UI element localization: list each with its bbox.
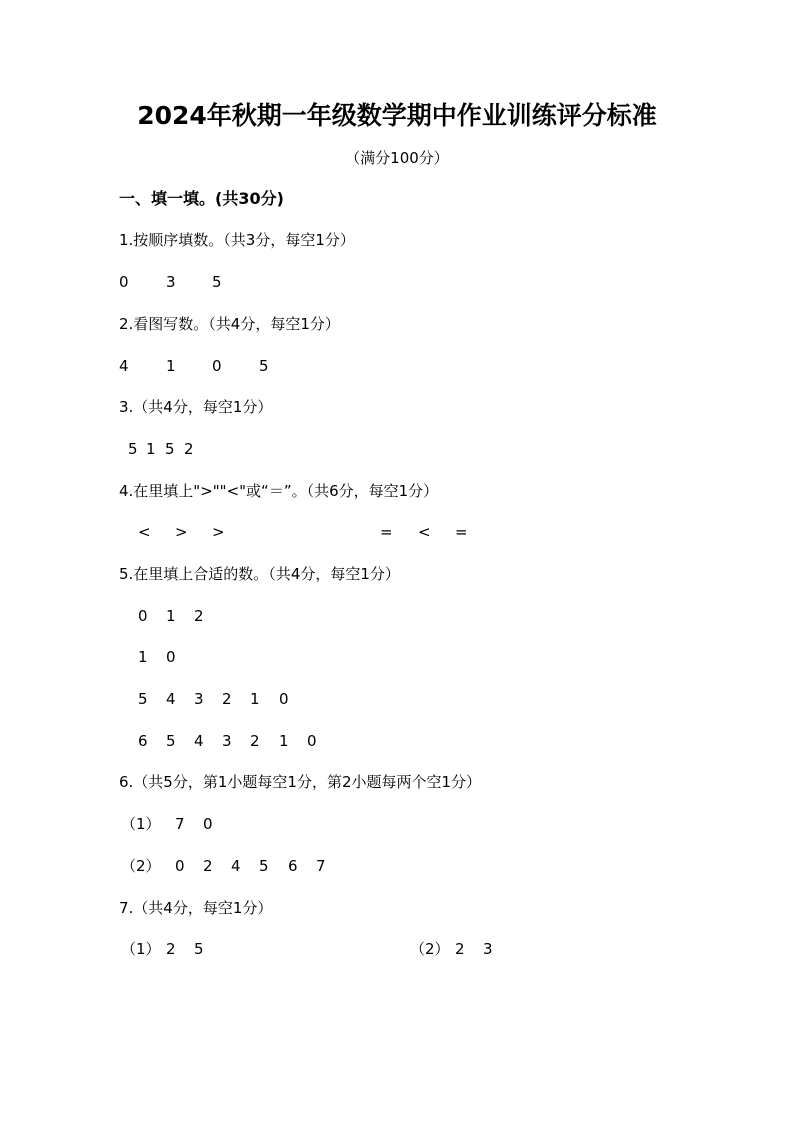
answer-value: 7 [316, 857, 326, 875]
answer-value: < [418, 523, 431, 541]
answer-value: 3 [483, 940, 493, 958]
part-label: （1） [121, 940, 161, 958]
answer-value: 3 [194, 690, 204, 708]
answer-value: 6 [138, 732, 148, 750]
answer-value: 4 [166, 690, 176, 708]
part-label: （2） [121, 857, 161, 875]
answer-value: 2 [194, 607, 204, 625]
answer-value: 0 [279, 690, 289, 708]
page-title: 2024年秋期一年级数学期中作业训练评分标准 [137, 101, 657, 130]
answer-value: 1 [146, 440, 156, 458]
answer-value: 5 [194, 940, 204, 958]
answer-value: 0 [138, 607, 148, 625]
answer-value: 4 [194, 732, 204, 750]
answer-value: 1 [250, 690, 260, 708]
page-subtitle: （满分100分） [345, 149, 449, 167]
answer-value: 2 [222, 690, 232, 708]
answer-value: = [455, 523, 468, 541]
question-5-header: 5.在里填上合适的数。（共4分，每空1分） [119, 565, 400, 583]
answer-value: 0 [203, 815, 213, 833]
answer-value: 5 [259, 857, 269, 875]
answer-value: 5 [259, 357, 269, 375]
answer-value: 0 [212, 357, 222, 375]
answer-value: 4 [119, 357, 129, 375]
question-6-header: 6.（共5分，第1小题每空1分，第2小题每两个空1分） [119, 773, 482, 791]
answer-value: > [212, 523, 225, 541]
answer-value: 2 [203, 857, 213, 875]
answer-value: = [380, 523, 393, 541]
answer-value: 2 [166, 940, 176, 958]
answer-value: 4 [231, 857, 241, 875]
question-7-header: 7.（共4分，每空1分） [119, 899, 273, 917]
answer-value: 3 [222, 732, 232, 750]
answer-value: 2 [455, 940, 465, 958]
question-4-header: 4.在里填上">""<"或“＝”。（共6分，每空1分） [119, 482, 439, 500]
answer-value: 6 [288, 857, 298, 875]
answer-value: 1 [279, 732, 289, 750]
answer-value: 7 [175, 815, 185, 833]
answer-value: > [175, 523, 188, 541]
question-2-header: 2.看图写数。（共4分，每空1分） [119, 315, 340, 333]
part-label: （1） [121, 815, 161, 833]
answer-value: 5 [128, 440, 138, 458]
answer-value: 2 [250, 732, 260, 750]
section-heading-fill-in: 一、填一填。(共30分) [119, 189, 284, 208]
answer-value: < [138, 523, 151, 541]
answer-value: 2 [184, 440, 194, 458]
answer-value: 5 [212, 273, 222, 291]
answer-value: 5 [166, 732, 176, 750]
question-1-header: 1.按顺序填数。（共3分，每空1分） [119, 231, 355, 249]
answer-value: 3 [166, 273, 176, 291]
answer-value: 5 [165, 440, 175, 458]
answer-value: 0 [307, 732, 317, 750]
answer-value: 5 [138, 690, 148, 708]
answer-value: 1 [166, 357, 176, 375]
answer-value: 0 [166, 648, 176, 666]
part-label: （2） [410, 940, 450, 958]
answer-value: 1 [138, 648, 148, 666]
answer-value: 1 [166, 607, 176, 625]
question-3-header: 3.（共4分，每空1分） [119, 398, 273, 416]
answer-value: 0 [119, 273, 129, 291]
answer-value: 0 [175, 857, 185, 875]
